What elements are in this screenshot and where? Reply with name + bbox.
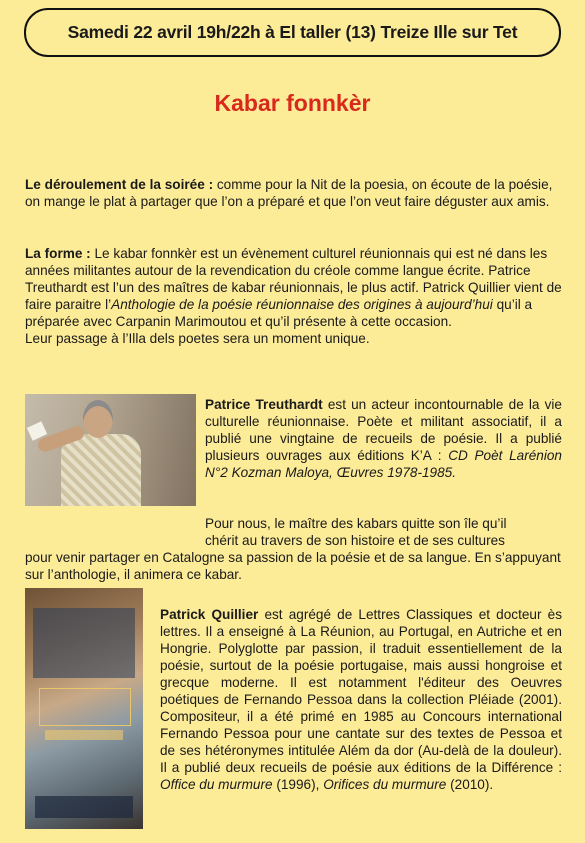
forme-text-3: Leur passage à l’Illa dels poetes sera un moment unique. xyxy=(25,331,370,346)
forme-text-2: qu’il a préparée avec Carpanin Marimoutou et qu’il présente à cette occasion. xyxy=(25,297,533,329)
treuthardt-name: Patrice Treuthardt xyxy=(205,397,323,412)
deroulement-text: comme pour la Nit de la poesia, on écoute de la poésie, on mange le plat à partager que l’on a préparé et que l’on veut faire déguster aux amis. xyxy=(25,177,553,209)
treuthardt-bio xyxy=(205,396,562,481)
event-banner-text: Samedi 22 avril 19h/22h à El taller (13) Treize Ille sur Tet xyxy=(67,22,518,42)
forme-paragraph xyxy=(25,245,562,347)
quillier-name: Patrick Quillier xyxy=(160,607,259,622)
quillier-bio xyxy=(160,606,562,793)
event-banner xyxy=(24,8,561,57)
treuthardt-line-b: chérit au travers de son histoire et de ses cultures xyxy=(205,533,505,548)
quillier-work-1: Office du murmure xyxy=(160,777,273,792)
anthologie-title: Anthologie de la poésie réunionnaise des origines à aujourd’hui xyxy=(111,297,493,312)
quillier-text-3: (2010). xyxy=(446,777,494,792)
treuthardt-bio-cont xyxy=(25,515,562,583)
deroulement-label: Le déroulement de la soirée : xyxy=(25,177,214,192)
deroulement-paragraph xyxy=(25,176,562,210)
quillier-work-2: Orifices du murmure xyxy=(323,777,447,792)
treuthardt-line-a: Pour nous, le maître des kabars quitte son île qu’il xyxy=(205,516,507,531)
quillier-text-2: (1996), xyxy=(272,777,324,792)
treuthardt-works: CD Poèt Larénion N°2 Kozman Maloya, Œuvres 1978-1985. xyxy=(205,448,562,480)
forme-text: Le kabar fonnkèr est un évènement culturel réunionnais qui est né dans les années militantes autour de la revendication du créole comme langue écrite. Patrice Treuthardt est l’un des maîtres de kabar réunionnais, le plus actif. Patrick Quillier vient de faire paraitre l’ xyxy=(25,246,562,312)
quillier-text: est agrégé de Lettres Classiques et docteur ès lettres. Il a enseigné à La Réunion, au Portugal, en Autriche et en Hongrie. Polyglotte par passion, il traduit essentiellement de la poésie, surtout de la poésie portugaise, mais aussi hongroise et grecque moderne. Il est notamment l'éditeur des Oeuvres poétiques de Fernando Pessoa dans la collection Pléiade (2001). Compositeur, il a été primé en 1985 au Concours international Fernando Pessoa pour une cantate sur des textes de Pessoa et de ses hétéronymes intitulée Além da dor (Au-delà de la douleur). Il a publié deux recueils de poésie aux éditions de la Différence : xyxy=(160,607,562,775)
treuthardt-line-c: pour venir partager en Catalogne sa passion de la poésie et de sa langue. En s’appuyant sur l’anthologie, il animera ce kabar. xyxy=(25,550,561,582)
page-title: Kabar fonnkèr xyxy=(214,90,371,116)
forme-label: La forme : xyxy=(25,246,91,261)
anthology-cover-image xyxy=(25,588,143,829)
treuthardt-text: est un acteur incontournable de la vie culturelle réunionnaise. Poète et militant associatif, il a publié une vingtaine de recueils de poésie. Il a publié plusieurs ouvrages aux éditions K’A : xyxy=(205,397,562,463)
treuthardt-photo xyxy=(25,394,196,506)
